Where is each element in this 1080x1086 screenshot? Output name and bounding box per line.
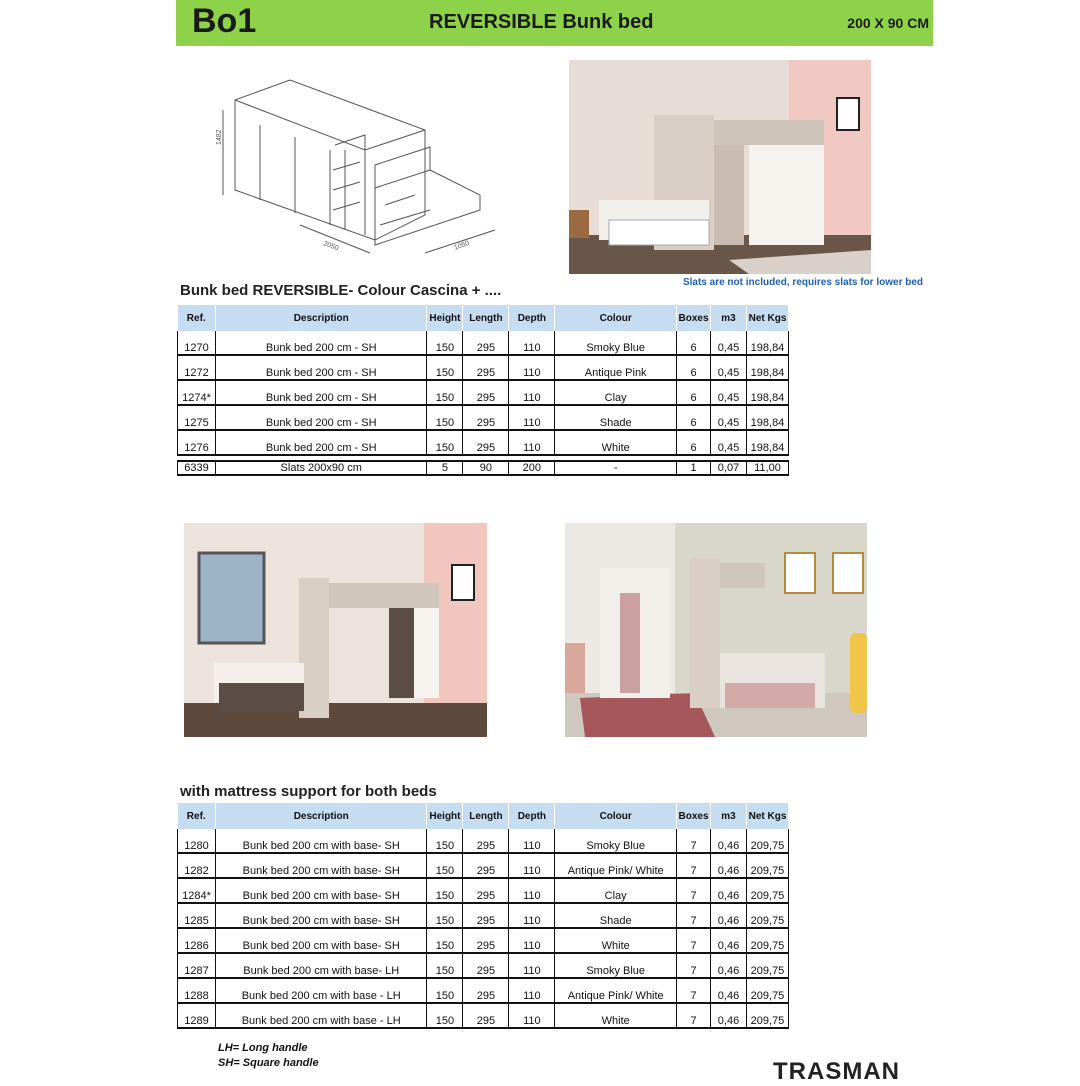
bunk-bed-photo-2 — [184, 523, 487, 737]
column-header: Net Kgs — [746, 803, 788, 829]
dim-width: 1050 — [453, 239, 471, 252]
table-cell: 150 — [427, 430, 463, 455]
table-cell: 7 — [677, 853, 711, 878]
table-row — [178, 1003, 789, 1028]
table-row — [178, 430, 789, 455]
table-cell: 6 — [677, 331, 711, 355]
table-cell: 5 — [427, 461, 463, 475]
product-title: REVERSIBLE Bunk bed — [429, 11, 654, 33]
table-cell: 150 — [427, 853, 463, 878]
table-cell: 150 — [427, 405, 463, 430]
table-cell: 6 — [677, 380, 711, 405]
table-cell: Bunk bed 200 cm with base- SH — [215, 903, 426, 928]
column-header: Boxes — [677, 305, 711, 331]
table-cell: 90 — [463, 461, 509, 475]
table-cell: 295 — [463, 430, 509, 455]
table-cell: 150 — [427, 928, 463, 953]
slats-note: Slats are not included, requires slats for lower bed — [682, 277, 924, 288]
table-bunk-bed-with-base — [177, 803, 789, 1029]
table-cell: 209,75 — [746, 853, 788, 878]
table-cell: 150 — [427, 331, 463, 355]
table-cell: 1275 — [178, 405, 216, 430]
table-cell: 1284* — [178, 878, 216, 903]
table-cell: - — [555, 461, 677, 475]
table-cell: 209,75 — [746, 928, 788, 953]
column-header: Length — [463, 803, 509, 829]
table-cell: 1274* — [178, 380, 216, 405]
table-cell: Bunk bed 200 cm - SH — [215, 405, 426, 430]
table-cell: Clay — [555, 878, 677, 903]
table-cell: 1289 — [178, 1003, 216, 1028]
table-row — [178, 405, 789, 430]
table-cell: 150 — [427, 903, 463, 928]
table-cell: 11,00 — [746, 461, 788, 475]
table-cell: 1270 — [178, 331, 216, 355]
table-row — [178, 953, 789, 978]
table-cell: 295 — [463, 355, 509, 380]
table-row — [178, 461, 789, 475]
table-cell: Slats 200x90 cm — [215, 461, 426, 475]
table-cell: Clay — [555, 380, 677, 405]
table-cell: 7 — [677, 928, 711, 953]
table-cell: Smoky Blue — [555, 829, 677, 853]
table-cell: 110 — [509, 829, 555, 853]
column-header: Colour — [555, 305, 677, 331]
table-cell: 0,46 — [711, 853, 747, 878]
table-cell: 295 — [463, 331, 509, 355]
table-cell: 295 — [463, 878, 509, 903]
table-cell: Bunk bed 200 cm with base - LH — [215, 1003, 426, 1028]
table-cell: 7 — [677, 953, 711, 978]
table-cell: 150 — [427, 878, 463, 903]
column-header: Description — [215, 803, 426, 829]
table-cell: 198,84 — [746, 355, 788, 380]
column-header: Description — [215, 305, 426, 331]
table-cell: 0,45 — [711, 430, 747, 455]
table-cell: 198,84 — [746, 331, 788, 355]
table-cell: 110 — [509, 878, 555, 903]
table-cell: Bunk bed 200 cm with base- SH — [215, 928, 426, 953]
table-cell: 1288 — [178, 978, 216, 1003]
table-cell: 0,45 — [711, 331, 747, 355]
table-cell: 295 — [463, 405, 509, 430]
table-cell: 295 — [463, 380, 509, 405]
column-header: Net Kgs — [746, 305, 788, 331]
table-cell: 1286 — [178, 928, 216, 953]
table-row — [178, 928, 789, 953]
table-cell: 110 — [509, 903, 555, 928]
table-cell: Bunk bed 200 cm with base- LH — [215, 953, 426, 978]
table-cell: 110 — [509, 331, 555, 355]
table-row — [178, 903, 789, 928]
table-cell: Smoky Blue — [555, 331, 677, 355]
product-size: 200 X 90 CM — [847, 15, 929, 31]
table-cell: Shade — [555, 405, 677, 430]
table-cell: 209,75 — [746, 878, 788, 903]
table-cell: 150 — [427, 380, 463, 405]
table-row — [178, 355, 789, 380]
table-cell: 110 — [509, 355, 555, 380]
table-cell: Bunk bed 200 cm with base- SH — [215, 853, 426, 878]
table-cell: 295 — [463, 978, 509, 1003]
table-cell: Bunk bed 200 cm - SH — [215, 331, 426, 355]
table-cell: 295 — [463, 1003, 509, 1028]
table-cell: White — [555, 430, 677, 455]
table-cell: 110 — [509, 430, 555, 455]
table-row — [178, 878, 789, 903]
table-cell: 198,84 — [746, 380, 788, 405]
table-cell: Bunk bed 200 cm with base - LH — [215, 978, 426, 1003]
table-cell: 110 — [509, 978, 555, 1003]
table-cell: 0,46 — [711, 978, 747, 1003]
table-cell: 198,84 — [746, 405, 788, 430]
table-cell: 1285 — [178, 903, 216, 928]
column-header: Height — [427, 305, 463, 331]
table-cell: 110 — [509, 1003, 555, 1028]
table-cell: 110 — [509, 953, 555, 978]
table-cell: Antique Pink/ White — [555, 978, 677, 1003]
table-cell: 0,45 — [711, 355, 747, 380]
table-cell: 150 — [427, 829, 463, 853]
table-cell: 110 — [509, 853, 555, 878]
table-cell: White — [555, 928, 677, 953]
table-cell: 0,45 — [711, 380, 747, 405]
table-cell: Antique Pink — [555, 355, 677, 380]
brand-logo: TRASMAN — [773, 1058, 900, 1085]
column-header: Depth — [509, 305, 555, 331]
table-cell: 1 — [677, 461, 711, 475]
table-cell: 110 — [509, 380, 555, 405]
table-cell: 295 — [463, 853, 509, 878]
header-bar — [176, 0, 933, 46]
table-cell: 209,75 — [746, 903, 788, 928]
product-code: Bo1 — [192, 2, 257, 40]
table-cell: 1272 — [178, 355, 216, 380]
table-cell: 150 — [427, 953, 463, 978]
table-cell: 6 — [677, 355, 711, 380]
table-row — [178, 829, 789, 853]
table-row — [178, 380, 789, 405]
table-row — [178, 978, 789, 1003]
section1-heading: Bunk bed REVERSIBLE- Colour Cascina + .... — [180, 282, 502, 299]
table-cell: 6 — [677, 430, 711, 455]
table-cell: 295 — [463, 903, 509, 928]
table-cell: 295 — [463, 953, 509, 978]
table-cell: 7 — [677, 1003, 711, 1028]
table-cell: 7 — [677, 903, 711, 928]
section2-heading: with mattress support for both beds — [180, 783, 437, 800]
table-cell: 209,75 — [746, 829, 788, 853]
table-cell: 0,46 — [711, 1003, 747, 1028]
table-cell: White — [555, 1003, 677, 1028]
column-header: Ref. — [178, 803, 216, 829]
table-cell: 198,84 — [746, 430, 788, 455]
table-cell: 0,46 — [711, 829, 747, 853]
table-cell: Bunk bed 200 cm - SH — [215, 355, 426, 380]
table-cell: 1282 — [178, 853, 216, 878]
table-cell: 0,07 — [711, 461, 747, 475]
table-cell: Bunk bed 200 cm with base- SH — [215, 829, 426, 853]
column-header: Boxes — [677, 803, 711, 829]
table-cell: 200 — [509, 461, 555, 475]
table-cell: 150 — [427, 978, 463, 1003]
dim-height: 1482 — [216, 129, 223, 145]
table-cell: 6339 — [178, 461, 216, 475]
table-cell: 209,75 — [746, 953, 788, 978]
table-cell: 110 — [509, 928, 555, 953]
table-cell: 295 — [463, 829, 509, 853]
table-cell: Bunk bed 200 cm with base- SH — [215, 878, 426, 903]
table-cell: Antique Pink/ White — [555, 853, 677, 878]
table-cell: Shade — [555, 903, 677, 928]
column-header: m3 — [711, 803, 747, 829]
table-cell: 0,46 — [711, 878, 747, 903]
table-cell: 209,75 — [746, 1003, 788, 1028]
table-cell: 7 — [677, 978, 711, 1003]
column-header: Colour — [555, 803, 677, 829]
legend-square-handle: SH= Square handle — [218, 1057, 319, 1069]
bunk-bed-photo-3 — [565, 523, 867, 737]
table-cell: 0,46 — [711, 928, 747, 953]
column-header: Height — [427, 803, 463, 829]
technical-drawing — [215, 75, 505, 260]
column-header: Depth — [509, 803, 555, 829]
table-cell: 110 — [509, 405, 555, 430]
table-cell: 7 — [677, 878, 711, 903]
table-cell: 1276 — [178, 430, 216, 455]
table-cell: 150 — [427, 1003, 463, 1028]
table-cell: 1280 — [178, 829, 216, 853]
table-row — [178, 331, 789, 355]
bunk-bed-photo-1 — [569, 60, 871, 274]
table-cell: 0,46 — [711, 903, 747, 928]
column-header: Length — [463, 305, 509, 331]
table-cell: Bunk bed 200 cm - SH — [215, 430, 426, 455]
table-cell: 150 — [427, 355, 463, 380]
column-header: m3 — [711, 305, 747, 331]
table-cell: 295 — [463, 928, 509, 953]
table-cell: Smoky Blue — [555, 953, 677, 978]
table-bunk-bed — [177, 305, 789, 476]
table-cell: 209,75 — [746, 978, 788, 1003]
table-cell: 7 — [677, 829, 711, 853]
table-cell: 1287 — [178, 953, 216, 978]
column-header: Ref. — [178, 305, 216, 331]
table-cell: Bunk bed 200 cm - SH — [215, 380, 426, 405]
table-cell: 0,45 — [711, 405, 747, 430]
table-cell: 0,46 — [711, 953, 747, 978]
legend-long-handle: LH= Long handle — [218, 1042, 308, 1054]
table-row — [178, 853, 789, 878]
dim-length: 2050 — [322, 240, 340, 253]
table-cell: 6 — [677, 405, 711, 430]
